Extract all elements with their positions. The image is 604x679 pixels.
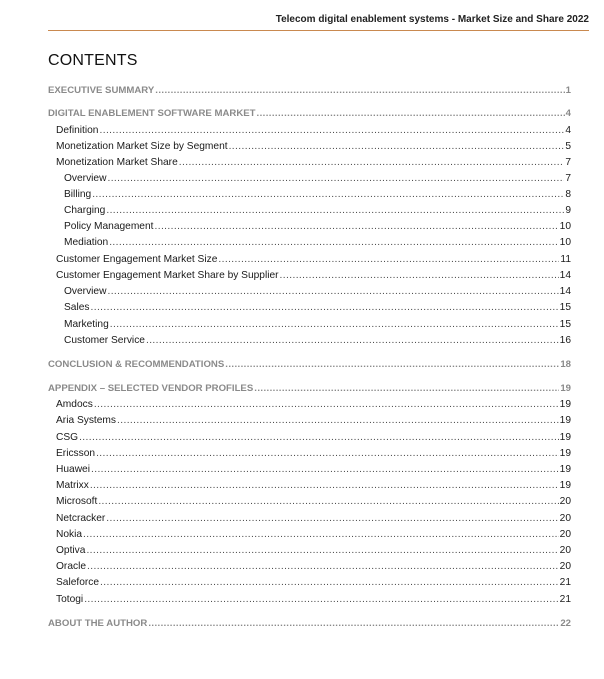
toc-dot-leader	[100, 576, 559, 590]
toc-entry-label: Billing	[64, 189, 92, 200]
toc-page-number: 4	[565, 108, 571, 119]
toc-section-entry[interactable]	[48, 382, 571, 396]
toc-page-number: 21	[559, 594, 571, 605]
toc-dot-leader	[94, 398, 559, 412]
toc-entry[interactable]	[64, 301, 571, 315]
toc-dot-leader	[99, 124, 564, 138]
toc-entry-label: Nokia	[56, 529, 83, 540]
toc-entry-label: Aria Systems	[56, 415, 117, 426]
contents-title: CONTENTS	[48, 52, 138, 69]
toc-page-number: 19	[560, 383, 571, 394]
toc-entry-label: Customer Service	[64, 335, 145, 346]
toc-entry[interactable]	[56, 253, 571, 267]
toc-page-number: 7	[565, 157, 571, 168]
toc-entry-label: Totogi	[56, 594, 84, 605]
toc-dot-leader	[90, 301, 558, 315]
toc-section-entry[interactable]	[48, 358, 571, 372]
toc-dot-leader	[155, 84, 564, 98]
toc-entry[interactable]	[56, 124, 571, 138]
toc-entry[interactable]	[56, 560, 571, 574]
toc-entry-label: DIGITAL ENABLEMENT SOFTWARE MARKET	[48, 108, 256, 119]
toc-entry-label: Oracle	[56, 561, 87, 572]
toc-dot-leader	[154, 220, 558, 234]
toc-entry-label: Definition	[56, 125, 99, 136]
toc-entry[interactable]	[64, 172, 571, 186]
toc-page-number: 19	[559, 399, 571, 410]
toc-entry-label: Microsoft	[56, 496, 98, 507]
toc-page-number: 20	[559, 545, 571, 556]
toc-dot-leader	[107, 172, 564, 186]
toc-entry[interactable]	[56, 414, 571, 428]
running-header: Telecom digital enablement systems - Market Size and Share 2022	[48, 14, 589, 31]
toc-dot-leader	[98, 495, 558, 509]
toc-dot-leader	[106, 512, 558, 526]
toc-entry-label: CONCLUSION & RECOMMENDATIONS	[48, 359, 225, 370]
toc-entry[interactable]	[64, 204, 571, 218]
toc-entry-label: Monetization Market Size by Segment	[56, 141, 228, 152]
toc-entry-label: Netcracker	[56, 513, 106, 524]
toc-page-number: 15	[559, 302, 571, 313]
toc-page-number: 19	[559, 480, 571, 491]
toc-entry[interactable]	[56, 593, 571, 607]
toc-entry-label: Overview	[64, 286, 107, 297]
toc-entry-label: Mediation	[64, 237, 109, 248]
toc-entry-label: Policy Management	[64, 221, 154, 232]
toc-dot-leader	[146, 334, 559, 348]
toc-dot-leader	[90, 479, 559, 493]
toc-page-number: 5	[565, 141, 571, 152]
toc-page-number: 11	[560, 254, 571, 265]
toc-dot-leader	[110, 318, 559, 332]
toc-entry[interactable]	[56, 528, 571, 542]
toc-dot-leader	[109, 236, 558, 250]
toc-entry[interactable]	[56, 576, 571, 590]
toc-page-number: 7	[565, 173, 571, 184]
toc-entry-label: Saleforce	[56, 577, 100, 588]
toc-page-number: 20	[559, 529, 571, 540]
toc-page-number: 18	[560, 359, 571, 370]
toc-entry[interactable]	[64, 334, 571, 348]
toc-entry-label: EXECUTIVE SUMMARY	[48, 85, 155, 96]
toc-dot-leader	[86, 544, 558, 558]
toc-entry-label: ABOUT THE AUTHOR	[48, 618, 148, 629]
toc-dot-leader	[96, 447, 559, 461]
toc-dot-leader	[229, 140, 565, 154]
toc-section-entry[interactable]	[48, 84, 571, 98]
toc-page-number: 20	[559, 561, 571, 572]
toc-entry[interactable]	[64, 188, 571, 202]
toc-dot-leader	[91, 463, 559, 477]
toc-entry-label: CSG	[56, 432, 79, 443]
toc-dot-leader	[280, 269, 559, 283]
toc-entry[interactable]	[56, 140, 571, 154]
toc-entry-label: Sales	[64, 302, 90, 313]
toc-dot-leader	[87, 560, 559, 574]
toc-entry-label: Customer Engagement Market Share by Supplier	[56, 270, 279, 281]
toc-page-number: 19	[559, 464, 571, 475]
toc-page-number: 14	[559, 270, 571, 281]
toc-dot-leader	[79, 431, 559, 445]
toc-page-number: 15	[559, 319, 571, 330]
toc-entry[interactable]	[56, 447, 571, 461]
toc-entry[interactable]	[56, 431, 571, 445]
toc-entry[interactable]	[56, 398, 571, 412]
toc-entry-label: Ericsson	[56, 448, 96, 459]
toc-entry-label: Optiva	[56, 545, 86, 556]
toc-page-number: 10	[559, 237, 571, 248]
toc-page-number: 9	[565, 205, 571, 216]
toc-entry[interactable]	[56, 512, 571, 526]
toc-dot-leader	[179, 156, 565, 170]
toc-page-number: 20	[559, 513, 571, 524]
toc-entry-label: APPENDIX – SELECTED VENDOR PROFILES	[48, 383, 254, 394]
toc-entry[interactable]	[56, 544, 571, 558]
toc-dot-leader	[106, 204, 564, 218]
toc-dot-leader	[218, 253, 559, 267]
toc-page-number: 8	[565, 189, 571, 200]
toc-page-number: 19	[559, 415, 571, 426]
toc-entry[interactable]	[64, 318, 571, 332]
toc-entry[interactable]	[56, 463, 571, 477]
toc-entry[interactable]	[64, 220, 571, 234]
toc-entry-label: Monetization Market Share	[56, 157, 178, 168]
toc-page-number: 19	[559, 432, 571, 443]
toc-page-number: 10	[559, 221, 571, 232]
toc-dot-leader	[92, 188, 564, 202]
toc-page-number: 21	[559, 577, 571, 588]
toc-entry-label: Overview	[64, 173, 107, 184]
toc-entry-label: Marketing	[64, 319, 109, 330]
toc-dot-leader	[84, 593, 558, 607]
toc-entry-label: Charging	[64, 205, 106, 216]
toc-entry-label: Amdocs	[56, 399, 93, 410]
toc-page-number: 1	[565, 85, 571, 96]
toc-entry[interactable]	[56, 495, 571, 509]
toc-dot-leader	[107, 285, 558, 299]
toc-section-entry[interactable]	[48, 617, 571, 631]
toc-entry-label: Matrixx	[56, 480, 89, 491]
toc-entry-label: Customer Engagement Market Size	[56, 254, 218, 265]
toc-page-number: 22	[560, 618, 571, 629]
toc-dot-leader	[148, 617, 559, 631]
toc-dot-leader	[257, 107, 565, 121]
toc-dot-leader	[83, 528, 559, 542]
toc-page-number: 4	[565, 125, 571, 136]
toc-entry[interactable]	[64, 285, 571, 299]
toc-dot-leader	[225, 358, 559, 372]
toc-page-number: 14	[559, 286, 571, 297]
toc-entry[interactable]	[56, 269, 571, 283]
toc-page-number: 16	[559, 335, 571, 346]
toc-entry[interactable]	[56, 479, 571, 493]
toc-section-entry[interactable]	[48, 107, 571, 121]
toc-dot-leader	[117, 414, 559, 428]
toc-dot-leader	[254, 382, 559, 396]
toc-entry-label: Huawei	[56, 464, 90, 475]
toc-entry[interactable]	[64, 236, 571, 250]
toc-entry[interactable]	[56, 156, 571, 170]
toc-page-number: 20	[559, 496, 571, 507]
toc-page-number: 19	[559, 448, 571, 459]
